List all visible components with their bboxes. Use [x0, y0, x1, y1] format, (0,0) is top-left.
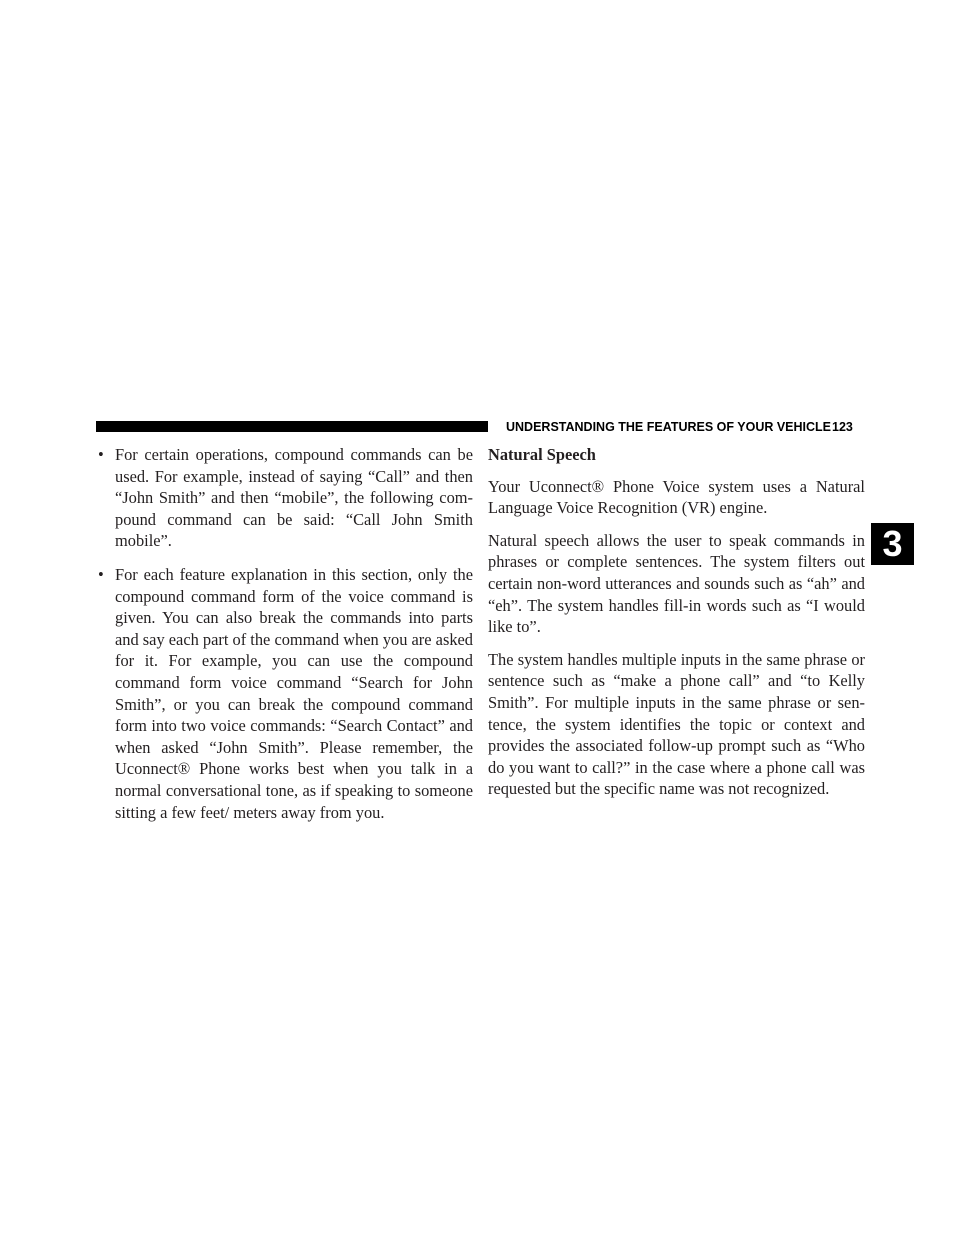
section-heading: Natural Speech [488, 445, 596, 464]
paragraph: Your Uconnect® Phone Voice system uses a Natural Language Voice Recognition (VR) engine. [488, 476, 865, 518]
right-column [488, 444, 865, 811]
paragraph: Natural speech allows the user to speak commands in phrases or complete sentences. The system filters out certain non-word utterances and sounds such as “ah” and “eh”. The system handles fill-in words such as “I would like to”. [488, 530, 865, 637]
bullet-item [96, 564, 473, 823]
bullet-item [96, 444, 473, 552]
bullet-text: For certain operations, compound commands can be used. For example, instead of saying “Call” and then “John Smith” and then “mobile”, the following com-pound command can be said: “Call John Smith mobile”. [115, 445, 473, 551]
bullet-text: For each feature explanation in this section, only the compound command form of the voice command is given. You can also break the commands into parts and say each part of the command when you are asked for it. For example, you can use the compound command form voice command “Search for John Smith”, or you can break the compound command form into two voice commands: “Search Contact” and when asked “John Smith”. Please remember, the Uconnect® Phone works best when you talk in a normal conversational tone, as if speaking to someone sitting a few feet/ meters away from you. [115, 564, 473, 822]
chapter-tab: 3 [871, 523, 914, 565]
page-number: 123 [832, 420, 853, 434]
bullet-icon: • [98, 445, 104, 464]
paragraph: The system handles multiple inputs in the same phrase or sentence such as “make a phone call” and “to Kelly Smith”. For multiple inputs in the same phrase or sen-tence, the system identifies the topic or context and provides the associated follow-up prompt such as “Who do you want to call?” in the case where a phone call was requested but the specific name was not recognized. [488, 649, 865, 799]
running-header [500, 418, 870, 436]
bullet-icon: • [98, 564, 104, 584]
left-column [96, 444, 473, 835]
header-title: UNDERSTANDING THE FEATURES OF YOUR VEHICLE [506, 420, 832, 434]
header-rule [96, 421, 488, 432]
